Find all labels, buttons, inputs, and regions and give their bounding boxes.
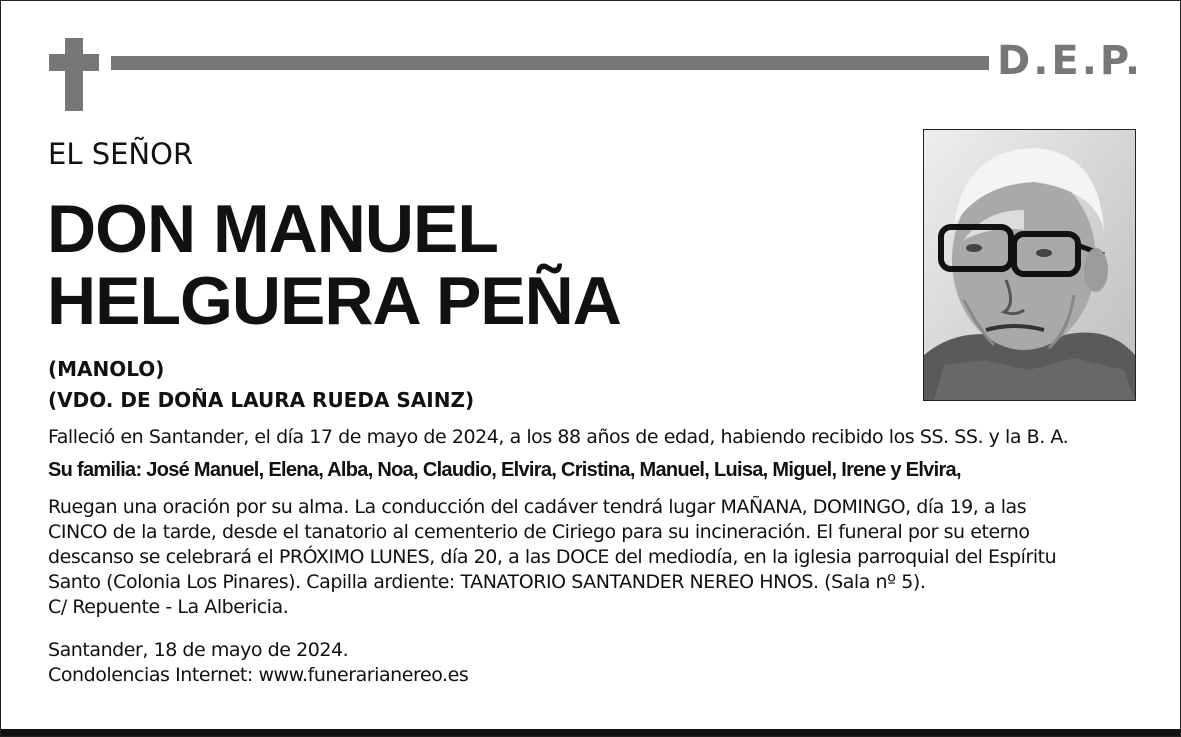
funeral-line: C/ Repuente - La Albericia.: [48, 596, 289, 618]
place-date: Santander, 18 de mayo de 2024.: [48, 639, 349, 661]
funeral-details: [48, 495, 1056, 620]
funeral-line: CINCO de la tarde, desde el tanatorio al cementerio de Ciriego para su incineración. El funeral por su eterno: [48, 521, 1030, 543]
footer: [48, 638, 468, 688]
death-notice-text: Falleció en Santander, el día 17 de mayo de 2024, a los 88 años de edad, habiendo recibido los SS. SS. y la B. A.: [48, 426, 1069, 448]
funeral-line: descanso se celebrará el PRÓXIMO LUNES, día 20, a las DOCE del mediodía, en la iglesia parroquial del Espíritu: [48, 546, 1057, 568]
name-line-2: HELGUERA PEÑA: [47, 263, 621, 339]
dep-heading: D.E.P.: [997, 38, 1144, 84]
portrait-photo: [923, 129, 1136, 401]
honorific: EL SEÑOR: [48, 137, 194, 171]
widower-note: (VDO. DE DOÑA LAURA RUEDA SAINZ): [48, 388, 475, 412]
funeral-line: Santo (Colonia Los Pinares). Capilla ardiente: TANATORIO SANTANDER NEREO HNOS. (Sala nº 5).: [48, 571, 926, 593]
nickname: (MANOLO): [48, 357, 165, 381]
cross-icon: [65, 38, 83, 111]
deceased-name: [47, 193, 621, 337]
funeral-line: Ruegan una oración por su alma. La conducción del cadáver tendrá lugar MAÑANA, DOMINGO, día 19, a las: [48, 496, 1027, 518]
family-list: Su familia: José Manuel, Elena, Alba, Noa, Claudio, Elvira, Cristina, Manuel, Luisa, Miguel, Irene y Elvira,: [48, 459, 961, 481]
name-line-1: DON MANUEL: [47, 191, 498, 267]
cross-icon-bar: [49, 54, 99, 71]
portrait-image: [924, 130, 1135, 400]
header-rule: [111, 56, 989, 70]
bottom-rule: [1, 729, 1180, 736]
condolences-link[interactable]: Condolencias Internet: www.funerarianereo.es: [48, 664, 469, 686]
